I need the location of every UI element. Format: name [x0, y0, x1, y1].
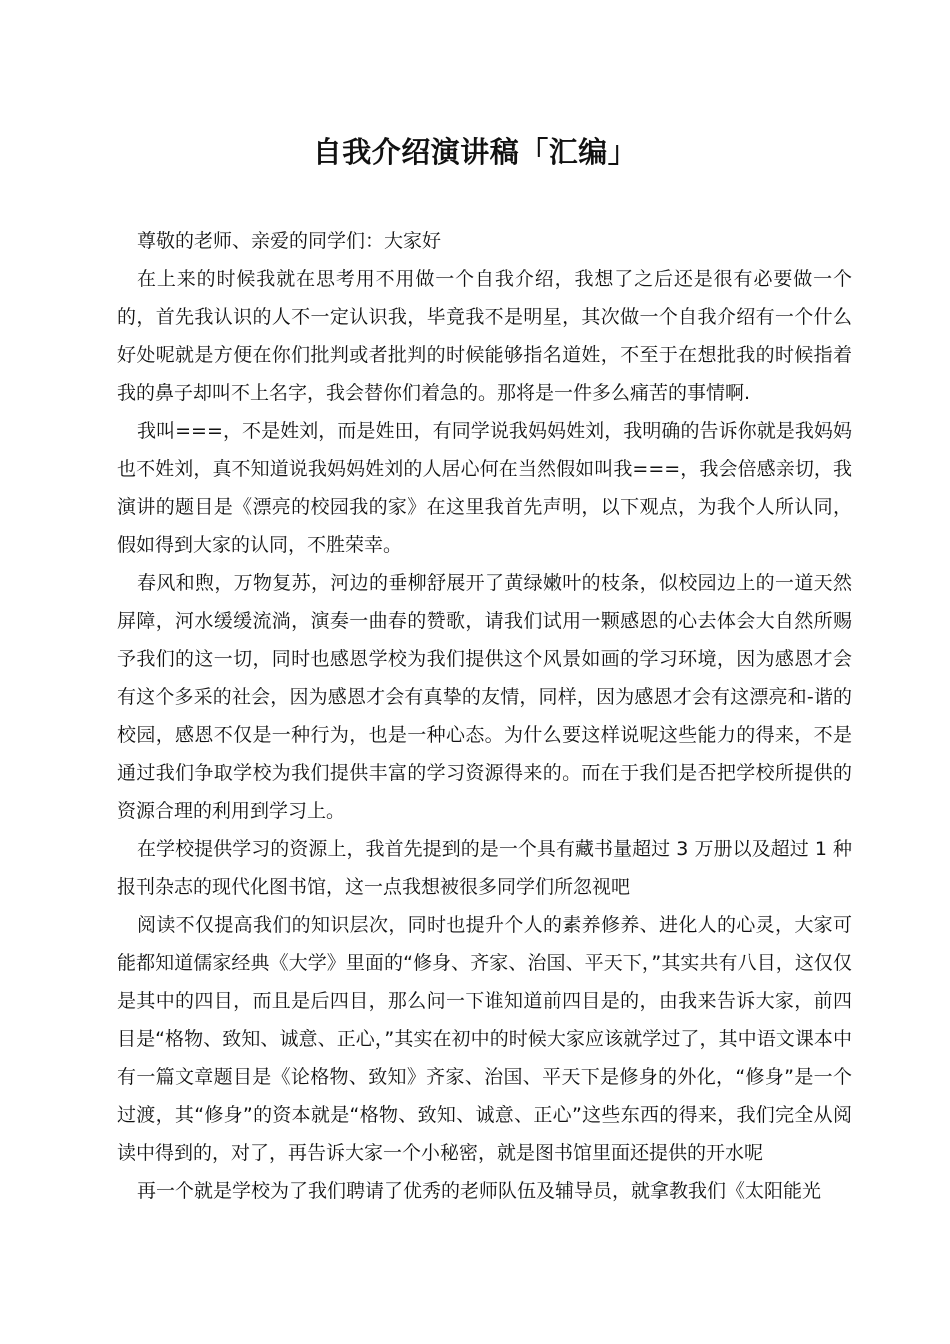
paragraph-greeting: 尊敬的老师、亲爱的同学们：大家好	[137, 230, 442, 252]
document-title: 自我介绍演讲稿「汇编」	[312, 135, 638, 169]
paragraph-name-and-topic: 我叫===，不是姓刘，而是姓田，有同学说我妈妈姓刘，我明确的告诉你就是我妈妈也不姓刘，真不知道说我妈妈姓刘的人居心何在当然假如叫我===，我会倍感亲切，我演讲的题目是《漂亮的校园我的家》在这里我首先声明，以下观点，为我个人所认同，假如得到大家的认同，不胜荣幸。	[117, 420, 852, 556]
paragraph-teachers: 再一个就是学校为了我们聘请了优秀的老师队伍及辅导员，就拿教我们《太阳能光	[137, 1180, 822, 1202]
paragraph-library: 在学校提供学习的资源上，我首先提到的是一个具有藏书量超过 3 万册以及超过 1 种报刊杂志的现代化图书馆，这一点我想被很多同学们所忽视吧	[117, 838, 852, 898]
paragraph-reading: 阅读不仅提高我们的知识层次，同时也提升个人的素养修养、进化人的心灵，大家可能都知道儒家经典《大学》里面的“修身、齐家、治国、平天下，”其实共有八目，这仅仅是其中的四目，而且是后四目，那么问一下谁知道前四目是的，由我来告诉大家，前四目是“格物、致知、诚意、正心，”其实在初中的时候大家应该就学过了，其中语文课本中有一篇文章题目是《论格物、致知》齐家、治国、平天下是修身的外化，“修身”是一个过渡，其“修身”的资本就是“格物、致知、诚意、正心”这些东西的得来，我们完全从阅读中得到的，对了，再告诉大家一个小秘密，就是图书馆里面还提供的开水呢	[117, 914, 852, 1164]
paragraph-introduction: 在上来的时候我就在思考用不用做一个自我介绍，我想了之后还是很有必要做一个的，首先我认识的人不一定认识我，毕竟我不是明星，其次做一个自我介绍有一个什么好处呢就是方便在你们批判或者批判的时候能够指名道姓，不至于在想批我的时候指着我的鼻子却叫不上名字，我会替你们着急的。那将是一件多么痛苦的事情啊.	[117, 268, 852, 404]
document-body	[117, 222, 852, 1210]
paragraph-spring-campus: 春风和煦，万物复苏，河边的垂柳舒展开了黄绿嫩叶的枝条，似校园边上的一道天然屏障，河水缓缓流淌，演奏一曲春的赞歌，请我们试用一颗感恩的心去体会大自然所赐予我们的这一切，同时也感恩学校为我们提供这个风景如画的学习环境，因为感恩才会有这个多采的社会，因为感恩才会有真挚的友情，同样，因为感恩才会有这漂亮和-谐的校园，感恩不仅是一种行为，也是一种心态。为什么要这样说呢这些能力的得来，不是通过我们争取学校为我们提供丰富的学习资源得来的。而在于我们是否把学校所提供的资源合理的利用到学习上。	[117, 572, 852, 822]
